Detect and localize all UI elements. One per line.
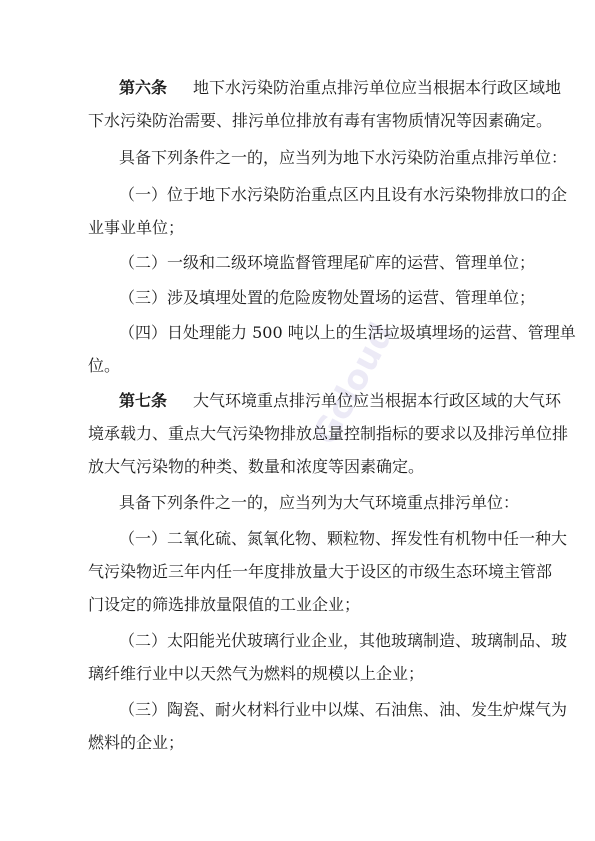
article-7-text: 大气环境重点排污单位应当根据本行政区域的大气环	[193, 391, 562, 410]
article-7-line-3: 放大气污染物的种类、数量和浓度等因素确定。	[88, 457, 425, 476]
article-6-text: 地下水污染防治重点排污单位应当根据本行政区域地	[193, 78, 562, 97]
article-7-heading: 第七条	[119, 391, 168, 410]
article-7-first-line	[0, 391, 595, 411]
article-6-item-2: （二）一级和二级环境监督管理尾矿库的运营、管理单位；	[119, 253, 536, 272]
article-6-item-4: （四）日处理能力 500 吨以上的生活垃圾填埋场的运营、管理单	[119, 323, 576, 342]
article-7-item-3: （三）陶瓷、耐火材料行业中以煤、石油焦、油、发生炉煤气为	[119, 700, 568, 719]
article-7-item-3-cont: 燃料的企业；	[88, 733, 185, 752]
article-6-item-1: （一）位于地下水污染防治重点区内且设有水污染物排放口的企	[119, 185, 568, 204]
article-6-item-3: （三）涉及填埋处置的危险废物处置场的运营、管理单位；	[119, 288, 536, 307]
article-7-line-2: 境承载力、重点大气污染物排放总量控制指标的要求以及排污单位排	[88, 424, 569, 443]
article-7-item-2-cont: 璃纤维行业中以天然气为燃料的规模以上企业；	[88, 664, 425, 683]
article-6-first-line	[0, 78, 595, 98]
watermark: Gcloud	[305, 316, 403, 452]
article-7-item-1: （一）二氧化硫、氮氧化物、颗粒物、挥发性有机物中任一种大	[119, 529, 568, 548]
article-7-item-2: （二）太阳能光伏玻璃行业企业，其他玻璃制造、玻璃制品、玻	[119, 631, 568, 650]
article-7-intro: 具备下列条件之一的，应当列为大气环境重点排污单位：	[119, 493, 520, 512]
article-6-item-1-cont: 业事业单位；	[88, 218, 185, 237]
article-7-item-1-cont-2: 门设定的筛选排放量限值的工业企业；	[88, 595, 361, 614]
article-6-line-2: 下水污染防治需要、排污单位排放有毒有害物质情况等因素确定。	[88, 111, 553, 130]
article-6-intro: 具备下列条件之一的，应当列为地下水污染防治重点排污单位：	[119, 148, 568, 167]
article-7-item-1-cont-1: 气污染物近三年内任一年度排放量大于设区的市级生态环境主管部	[88, 562, 553, 581]
article-6-item-4-cont: 位。	[88, 356, 121, 375]
article-6-heading: 第六条	[119, 78, 168, 97]
